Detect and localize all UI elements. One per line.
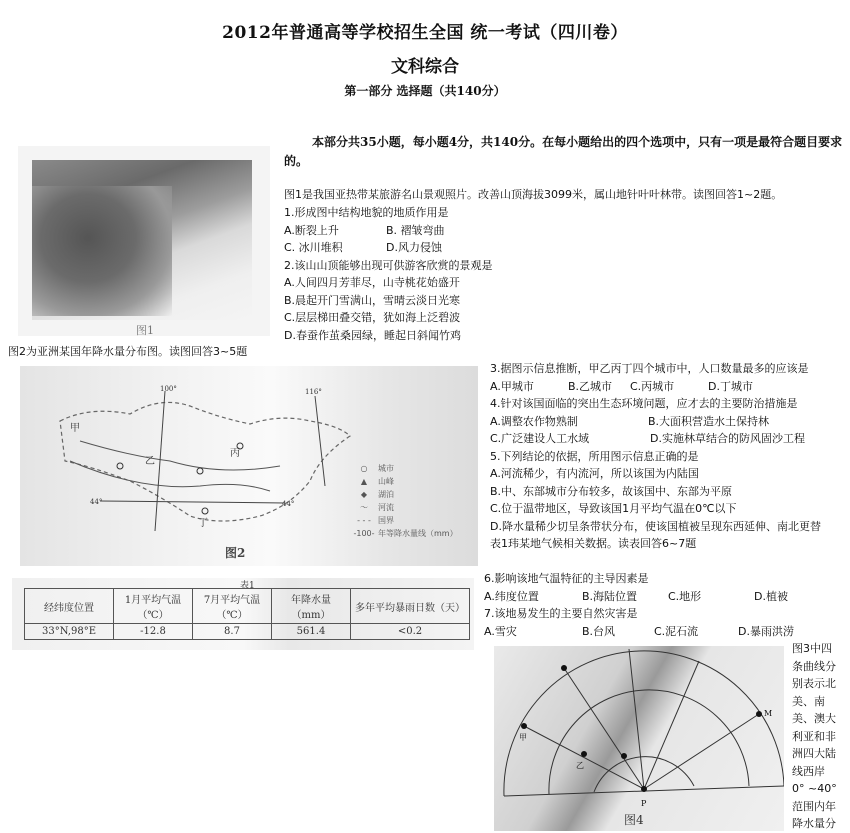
figure-4-caption: 图4 <box>624 813 644 827</box>
question-4-stem: 4.针对该国面临的突出生态环境问题，应才去的主要防治措施是 <box>490 397 798 410</box>
table-1-caption: 表1 <box>240 581 255 591</box>
q4-option-d[interactable]: D.实施林草结合的防风固沙工程 <box>650 432 805 445</box>
q5-option-b[interactable]: B.中、东部城市分布较多，故该国中、东部为平原 <box>490 484 733 498</box>
svg-text:丁: 丁 <box>198 518 208 529</box>
q3-option-b[interactable]: B.乙城市 <box>568 379 613 393</box>
side-text-line: 别表示北 <box>792 677 836 690</box>
side-text-line: 范围内年 <box>792 799 836 813</box>
table-row <box>25 624 470 640</box>
q5-option-a[interactable]: A.河流稀少，有内流河，所以该国为内陆国 <box>490 467 699 480</box>
legend-label: 年等降水量线（mm） <box>378 529 458 538</box>
q7-option-b[interactable]: B.台风 <box>582 624 616 638</box>
q7-option-c[interactable]: C.泥石流 <box>654 624 699 638</box>
q4-option-a[interactable]: A.调整农作物熟制 <box>490 414 578 428</box>
legend-label: 城市 <box>378 464 394 473</box>
svg-text:乙: 乙 <box>576 761 584 770</box>
figure-3-side-text <box>792 640 848 833</box>
q1-option-d[interactable]: D.风力侵蚀 <box>386 241 442 254</box>
question-5-stem: 5.下列结论的依据，所用图示信息正确的是 <box>490 449 699 463</box>
table-header-cell: 7月平均气温（℃） <box>193 589 272 624</box>
q2-option-b[interactable]: B.晨起开门雪满山，雪晴云淡日光寒 <box>284 293 461 307</box>
q3-option-d[interactable]: D.丁城市 <box>708 379 753 393</box>
side-text-line: 降水量分 <box>792 817 836 830</box>
q3-option-a[interactable]: A.甲城市 <box>490 379 534 393</box>
table-header-row <box>25 589 470 624</box>
figure-1-photo <box>18 146 270 336</box>
q2-option-c[interactable]: C.层层梯田叠交错，犹如海上泛碧波 <box>284 311 461 324</box>
exam-subject: 文科综合 <box>391 57 459 77</box>
q1-option-a[interactable]: A.断裂上升 <box>284 223 339 237</box>
table-cell: 8.7 <box>193 624 272 640</box>
side-text-line: 线西岸 <box>792 764 825 778</box>
svg-text:乙: 乙 <box>145 456 155 467</box>
question-3-stem: 3.据图示信息推断，甲乙丙丁四个城市中，人口数量最多的应该是 <box>490 362 809 375</box>
side-text-line: 条曲线分 <box>792 659 836 673</box>
q7-option-d[interactable]: D.暴雨洪涝 <box>738 624 794 638</box>
table-header-cell: 年降水量（mm） <box>272 589 351 624</box>
q2-option-d[interactable]: D.春蚕作茧桑园绿，睡起日斜闻竹鸡 <box>284 328 461 342</box>
table-cell: 33°N,98°E <box>25 624 114 640</box>
isohyet-icon: -100- <box>353 529 375 538</box>
side-text-line: 美、南 <box>792 694 825 708</box>
legend-label: 山峰 <box>378 477 394 486</box>
questions-3-5 <box>490 360 821 553</box>
table-header-cell: 经纬度位置 <box>25 589 114 624</box>
peak-icon: ▲ <box>360 477 368 486</box>
question-1-stem: 1.形成图中结构地貌的地质作用是 <box>284 206 449 219</box>
table-cell: -12.8 <box>114 624 193 640</box>
q5-option-c[interactable]: C.位于温带地区，导致该国1月平均气温在0℃以下 <box>490 502 737 515</box>
svg-text:丙: 丙 <box>230 448 240 459</box>
side-text-line: 利亚和非 <box>792 729 836 743</box>
climate-data-table <box>24 588 470 640</box>
legend-label: 河流 <box>378 503 394 512</box>
svg-text:44°: 44° <box>90 498 103 506</box>
svg-text:M: M <box>764 709 773 718</box>
svg-text:甲: 甲 <box>70 423 80 434</box>
q3-option-c[interactable]: C.丙城市 <box>630 379 675 393</box>
legend-label: 湖泊 <box>378 490 394 499</box>
figure-2-lead: 图2为亚洲某国年降水量分布图。读图回答3~5题 <box>8 345 248 358</box>
question-7-stem: 7.该地易发生的主要自然灾害是 <box>484 607 638 620</box>
q6-option-a[interactable]: A.纬度位置 <box>484 589 539 603</box>
border-icon: - - - <box>357 516 371 525</box>
table-cell: <0.2 <box>351 624 470 640</box>
svg-text:100°: 100° <box>160 385 177 393</box>
q6-option-c[interactable]: C.地形 <box>668 589 702 603</box>
question-1 <box>284 204 493 344</box>
svg-text:116°: 116° <box>305 388 322 396</box>
question-6-stem: 6.影响该地气温特征的主导因素是 <box>484 572 649 585</box>
map-legend <box>350 462 458 540</box>
table-1-image <box>12 578 474 650</box>
q2-option-a[interactable]: A.人间四月芳菲尽，山寺桃花始盛开 <box>284 276 460 289</box>
q1-option-c[interactable]: C. 冰川堆积 <box>284 241 343 254</box>
question-2-stem: 2.该山山顶能够出现可供游客欣赏的景观是 <box>284 258 493 272</box>
table-header-cell: 1月平均气温（℃） <box>114 589 193 624</box>
figure-4-diagram <box>494 646 784 831</box>
side-text-line: 图3中四 <box>792 642 832 655</box>
q4-option-b[interactable]: B.大面积营造水土保持林 <box>648 414 770 428</box>
lake-icon: ◆ <box>360 490 368 499</box>
table-1-lead: 表1玮某地气候相关数据。读表回答6~7题 <box>490 537 697 550</box>
svg-text:P: P <box>641 799 647 808</box>
figure-1-caption: 图1 <box>136 324 154 337</box>
section-heading: 第一部分 选择题（共140分） <box>344 84 506 98</box>
svg-text:甲: 甲 <box>519 733 527 742</box>
side-text-line: 0° ~40° <box>792 782 837 795</box>
side-text-line: 美、澳大 <box>792 712 836 725</box>
q4-option-c[interactable]: C.广泛建设人工水域 <box>490 432 590 445</box>
q7-option-a[interactable]: A.雪灾 <box>484 624 517 638</box>
table-header-cell: 多年平均暴雨日数（天） <box>351 589 470 624</box>
figure-2-caption: 图2 <box>225 546 246 560</box>
river-icon: 〜 <box>360 503 368 512</box>
cliff-shape <box>32 186 172 316</box>
section-instructions: 本部分共35小题，每小题4分，共140分。在每小题给出的四个选项中，只有一项是最符合题目要求的。 <box>284 135 843 168</box>
q1-option-b[interactable]: B. 褶皱弯曲 <box>386 223 445 237</box>
q5-option-d[interactable]: D.降水量稀少切呈条带状分布，使该国植被呈现东西延伸、南北更替 <box>490 519 821 533</box>
city-icon: ○ <box>360 464 368 473</box>
svg-text:44°: 44° <box>282 500 295 508</box>
questions-6-7 <box>484 570 794 640</box>
figure-2-precipitation-map <box>20 366 478 566</box>
side-text-line: 洲四大陆 <box>792 747 836 760</box>
q6-option-b[interactable]: B.海陆位置 <box>582 589 638 603</box>
semicircle-projection <box>494 646 784 831</box>
legend-label: 国界 <box>378 516 394 525</box>
table-cell: 561.4 <box>272 624 351 640</box>
exam-title: 2012年普通高等学校招生全国 统一考试（四川卷） <box>222 23 628 43</box>
figure-1-lead: 图1是我国亚热带某旅游名山景观照片。改善山顶海拔3099米，属山地针叶叶林带。读图回答1~2题。 <box>284 188 783 201</box>
q6-option-d[interactable]: D.植被 <box>754 589 788 603</box>
